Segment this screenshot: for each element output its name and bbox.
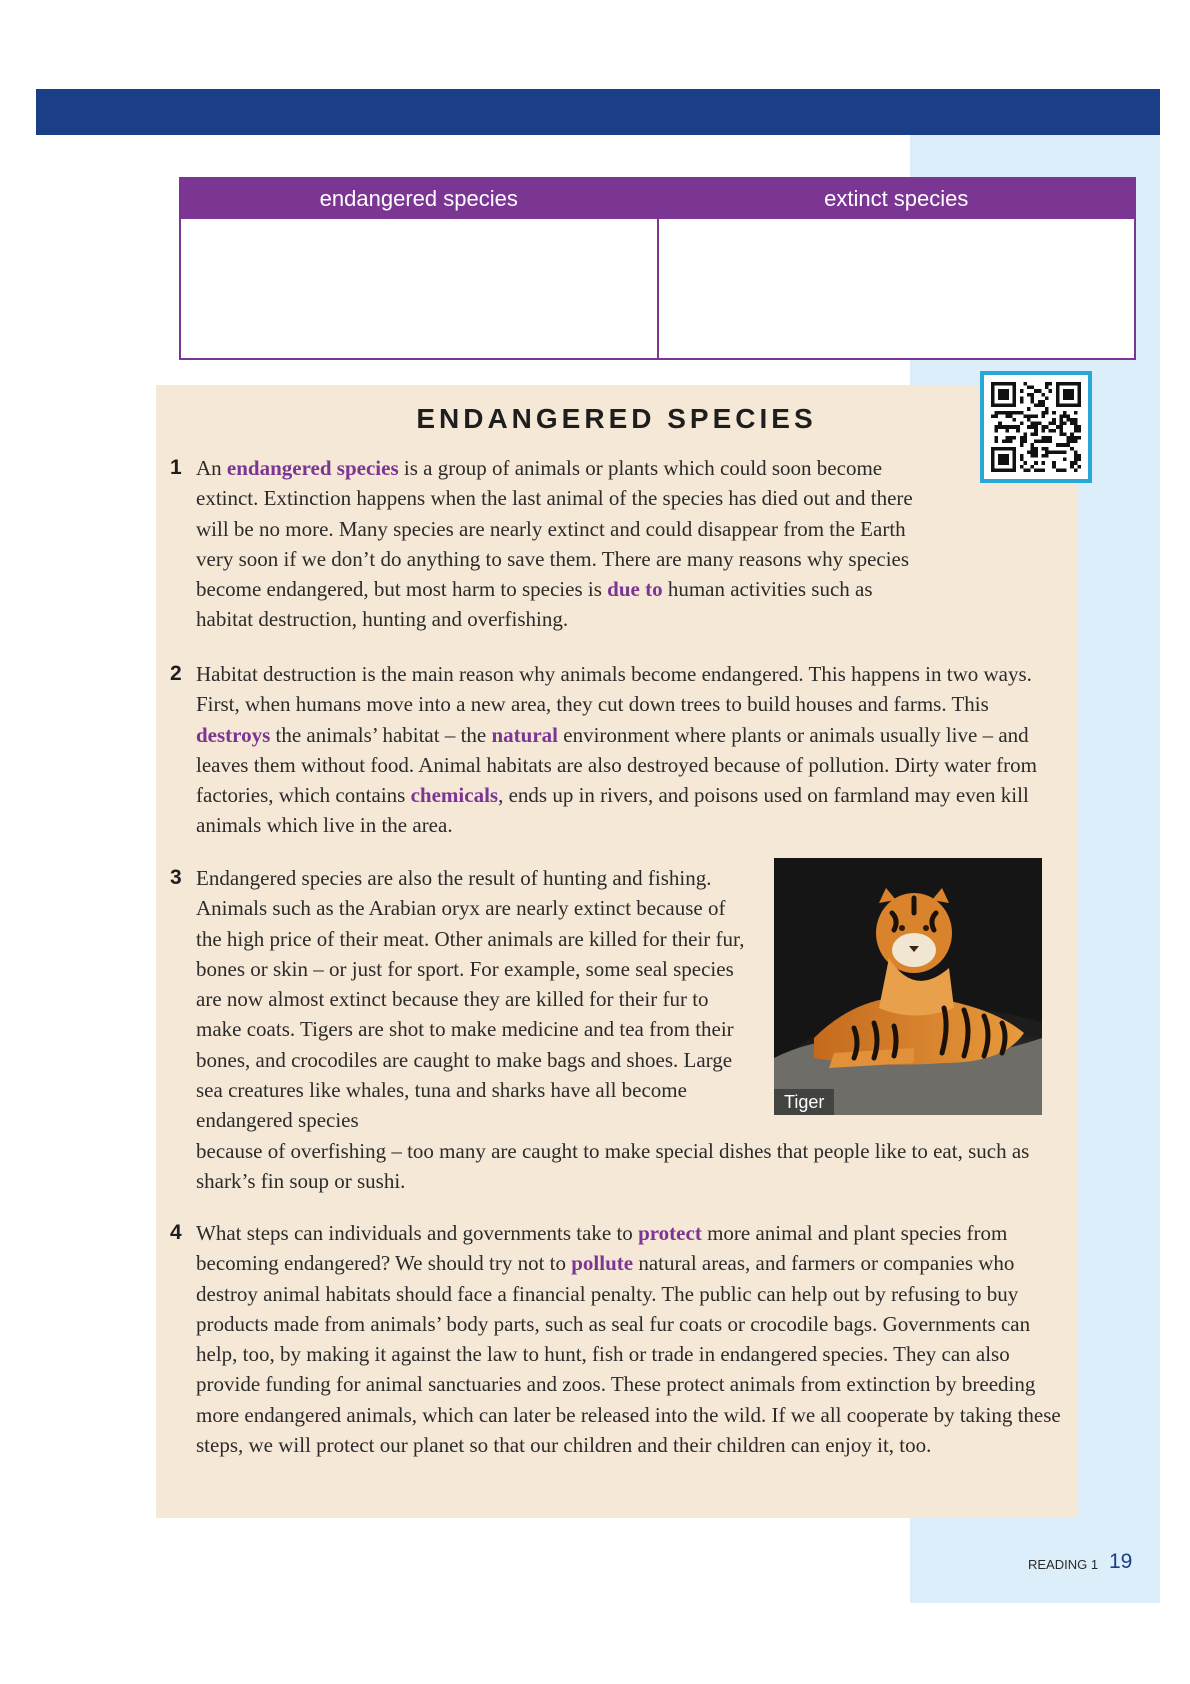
photo-caption: Tiger — [774, 1089, 834, 1115]
text: because of overfishing – too many are caught to make special dishes that people like to eat, such as shark’s fin soup or sushi. — [196, 1138, 1030, 1193]
paragraph-number: 2 — [170, 662, 182, 685]
paragraph-number: 4 — [170, 1221, 182, 1244]
endangered-column — [181, 179, 657, 358]
paragraph-4 — [170, 1218, 1066, 1460]
article-title: ENDANGERED SPECIES — [416, 403, 817, 434]
text: the animals’ habitat – the — [270, 722, 492, 747]
keyword-due-to: due to — [607, 577, 663, 602]
section-label: READING 1 — [1028, 1557, 1099, 1572]
text: Habitat destruction is the main reason why animals become endangered. This happens in two ways. First, when humans move into a new area, they cut down trees to build houses and farms. This — [196, 662, 1032, 717]
keyword-natural: natural — [491, 722, 559, 747]
text: natural areas, and farmers or companies who destroy animal habitats should face a financial penalty. The public can help out by refusing to buy products made from animals’ body parts, such as seal fur coats or crocodile bags. Governments can help, too, by making it against the law to hunt, fish or trade in endangered species. They can also provide funding for animal sanctuaries and zoos. These protect animals from extinction by breeding more endangered animals, which can later be released into the wild. If we all cooperate by taking these steps, we will protect our planet so that our children and their children can enjoy it, too. — [196, 1251, 1061, 1458]
paragraph-2 — [170, 659, 1066, 841]
text: An — [196, 456, 227, 480]
extinct-answer-cell[interactable] — [659, 219, 1135, 358]
text: Endangered species are also the result of hunting and fishing. Animals such as the Arabian oryx are nearly extinct because of the high price of their meat. Other animals are killed for their fur, bones or skin – or just for sport. For example, some seal species are now almost extinct because they are killed for their fur to make coats. Tigers are shot to make medicine and tea from their bones, and crocodiles are caught to make bags and shoes. Large sea creatures like whales, tuna and sharks have all become endangered species — [196, 866, 745, 1133]
keyword-chemicals: chemicals — [410, 783, 499, 808]
endangered-answer-cell[interactable] — [181, 219, 657, 358]
keyword-destroys: destroys — [196, 722, 271, 747]
paragraph-number: 1 — [170, 456, 182, 479]
top-header-bar — [36, 89, 1160, 135]
paragraph-1 — [170, 453, 1066, 635]
extinct-column — [657, 179, 1135, 358]
tiger-image — [774, 858, 1042, 1115]
keyword-pollute: pollute — [571, 1251, 634, 1276]
paragraph-number: 3 — [170, 866, 182, 889]
page-number: 19 — [1109, 1550, 1133, 1573]
keyword-endangered-species: endangered species — [226, 456, 399, 480]
keyword-protect: protect — [638, 1221, 702, 1245]
tiger-photo — [774, 858, 1042, 1115]
text: more animal and plant species from becoming endangered? We should try not to — [196, 1221, 1008, 1276]
text: environment where plants or animals usually live – and leaves them without food. Animal habitats are also destroyed because of pollution. Dirty water from factories, which contains — [196, 722, 1037, 808]
text: is a group of animals or plants which could soon become extinct. Extinction happens when the last animal of the species has died out and there will be no more. Many species are nearly extinct and could disappear from the Earth very soon if we don’t do anything to save them. There are many reasons why species become endangered, but most harm to species is — [196, 456, 913, 602]
text: What steps can individuals and governments take to — [196, 1221, 639, 1245]
text: human activities such as habitat destruction, hunting and overfishing. — [196, 577, 873, 632]
text: , ends up in rivers, and poisons used on farmland may even kill animals which live in the area. — [196, 783, 1029, 838]
endangered-column-header: endangered species — [181, 179, 657, 219]
extinct-column-header: extinct species — [659, 179, 1135, 219]
comparison-table — [179, 177, 1136, 360]
